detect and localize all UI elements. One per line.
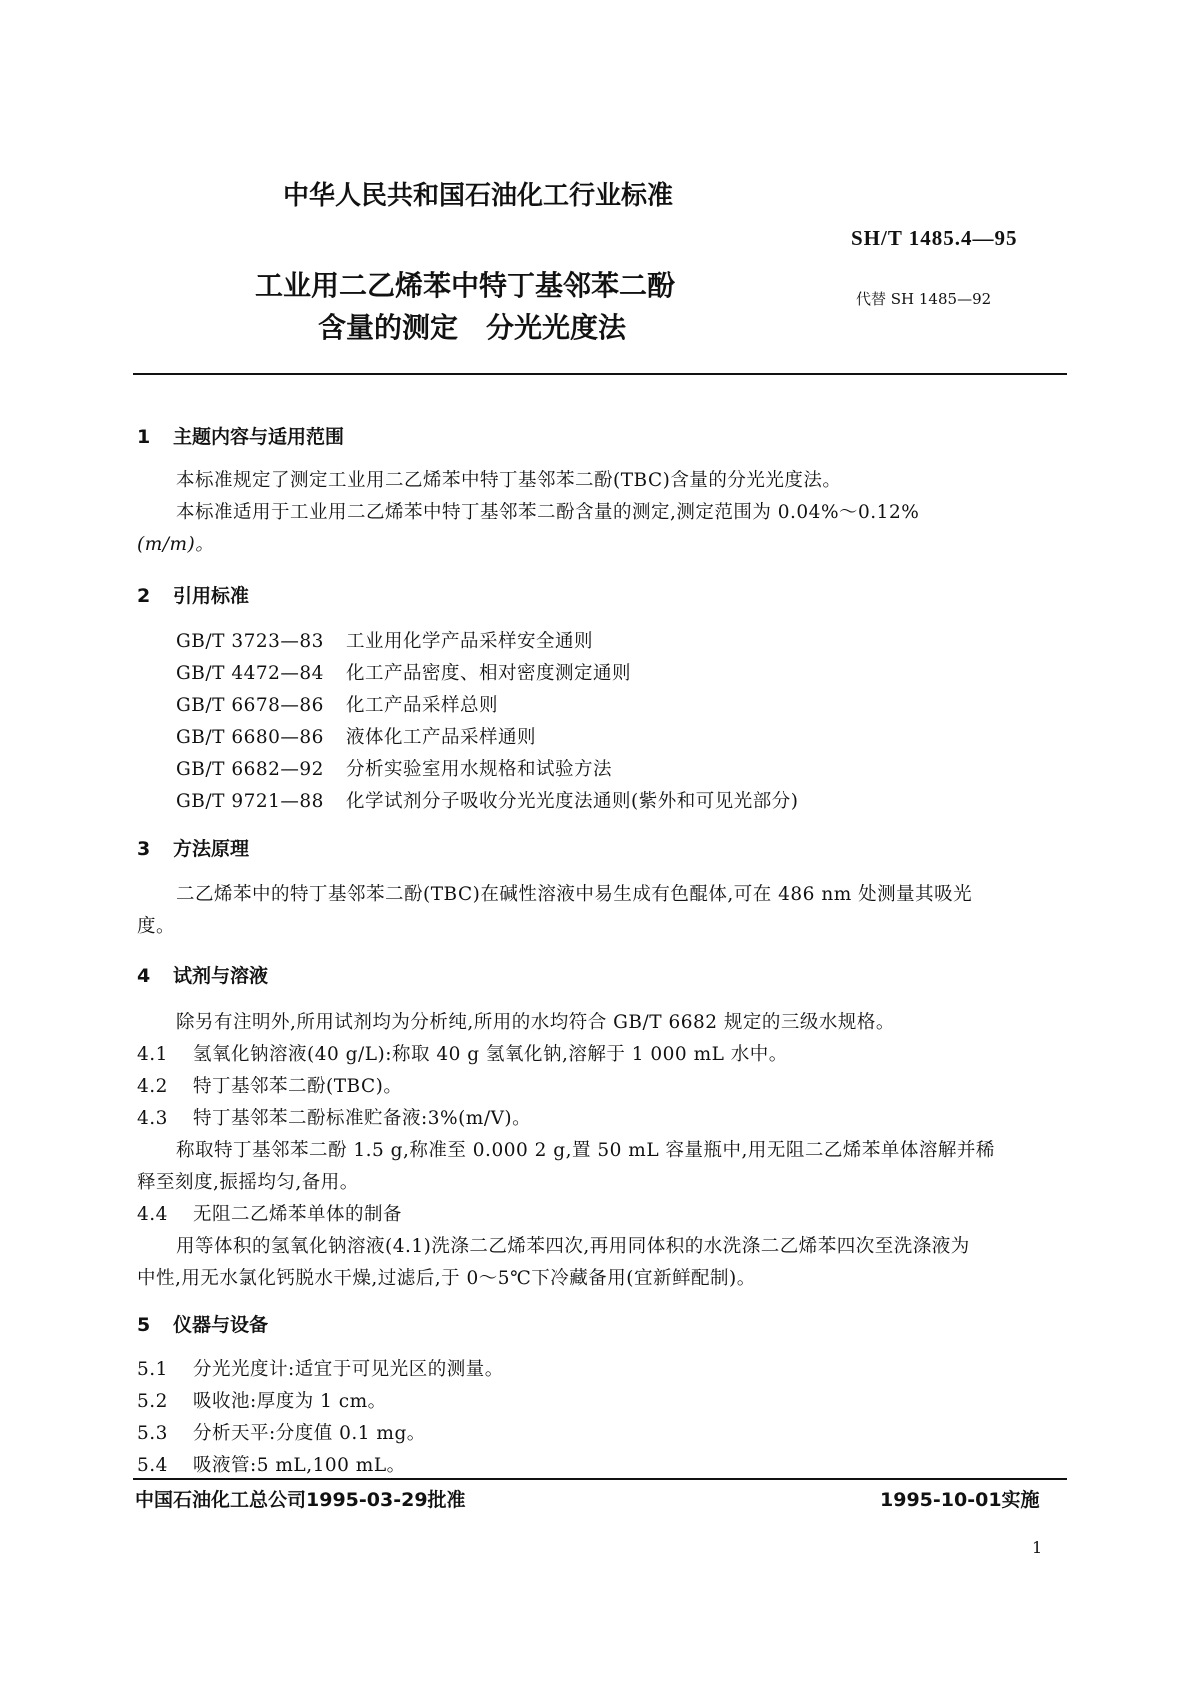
clause-number: 5.2	[137, 1391, 168, 1412]
reference-title: 分析实验室用水规格和试验方法	[346, 759, 613, 780]
reference-item	[176, 691, 498, 717]
reference-code: GB/T 6680—86	[176, 727, 324, 748]
paragraph: 称取特丁基邻苯二酚 1.5 g,称准至 0.000 2 g,置 50 mL 容量瓶中,用无阻二乙烯苯单体溶解并稀	[176, 1140, 995, 1161]
clause-4-4	[137, 1200, 402, 1226]
paragraph-continuation: 度。	[137, 916, 176, 937]
paragraph-continuation: (m/m)。	[137, 534, 215, 555]
clause-number: 5.1	[137, 1359, 168, 1380]
reference-item	[176, 723, 536, 749]
section-4-heading	[137, 961, 268, 988]
effective-date: 1995-10-01实施	[880, 1489, 1040, 1511]
reference-code: GB/T 9721—88	[176, 791, 324, 812]
paragraph-continuation: 中性,用无水氯化钙脱水干燥,过滤后,于 0～5℃下冷藏备用(宜新鲜配制)。	[137, 1268, 756, 1289]
clause-5-4	[137, 1451, 406, 1477]
clause-text: 氢氧化钠溶液(40 g/L):称取 40 g 氢氧化钠,溶解于 1 000 mL 水中。	[193, 1044, 788, 1065]
reference-title: 化工产品采样总则	[346, 695, 499, 716]
clause-4-2	[137, 1072, 402, 1098]
page-number: 1	[1032, 1538, 1043, 1557]
document-title-line1: 工业用二乙烯苯中特丁基邻苯二酚	[255, 269, 676, 302]
clause-number: 4.3	[137, 1108, 168, 1129]
clause-text: 分光光度计:适宜于可见光区的测量。	[193, 1359, 504, 1380]
clause-number: 4.1	[137, 1044, 168, 1065]
paragraph: 除另有注明外,所用试剂均为分析纯,所用的水均符合 GB/T 6682 规定的三级水规格。	[176, 1012, 895, 1033]
clause-text: 特丁基邻苯二酚标准贮备液:3%(m/V)。	[193, 1108, 532, 1129]
paragraph: 用等体积的氢氧化钠溶液(4.1)洗涤二乙烯苯四次,再用同体积的水洗涤二乙烯苯四次至洗涤液为	[176, 1236, 970, 1257]
clause-number: 5.3	[137, 1423, 168, 1444]
clause-5-1	[137, 1355, 504, 1381]
clause-text: 分析天平:分度值 0.1 mg。	[193, 1423, 426, 1444]
reference-title: 化工产品密度、相对密度测定通则	[346, 663, 632, 684]
section-number: 5	[137, 1314, 151, 1336]
clause-text: 无阻二乙烯苯单体的制备	[193, 1204, 403, 1225]
clause-text: 吸收池:厚度为 1 cm。	[193, 1391, 387, 1412]
paragraph: 二乙烯苯中的特丁基邻苯二酚(TBC)在碱性溶液中易生成有色醌体,可在 486 nm 处测量其吸光	[176, 884, 973, 905]
section-5-heading	[137, 1310, 268, 1337]
clause-number: 4.2	[137, 1076, 168, 1097]
section-title: 仪器与设备	[173, 1314, 269, 1336]
clause-number: 5.4	[137, 1455, 168, 1476]
footer-rule	[133, 1478, 1067, 1480]
paragraph: 本标准适用于工业用二乙烯苯中特丁基邻苯二酚含量的测定,测定范围为 0.04%～0.12%	[176, 502, 920, 523]
clause-text: 吸液管:5 mL,100 mL。	[193, 1455, 406, 1476]
section-1-heading	[137, 422, 344, 449]
clause-5-2	[137, 1387, 387, 1413]
reference-title: 液体化工产品采样通则	[346, 727, 537, 748]
reference-item	[176, 659, 631, 685]
clause-4-1	[137, 1040, 788, 1066]
clause-text: 特丁基邻苯二酚(TBC)。	[193, 1076, 403, 1097]
reference-title: 工业用化学产品采样安全通则	[346, 631, 594, 652]
paragraph: 本标准规定了测定工业用二乙烯苯中特丁基邻苯二酚(TBC)含量的分光光度法。	[176, 470, 842, 491]
standard-code: SH/T 1485.4—95	[851, 226, 1018, 250]
document-title-line2: 含量的测定 分光光度法	[318, 311, 627, 344]
clause-4-3	[137, 1104, 531, 1130]
clause-5-3	[137, 1419, 426, 1445]
section-title: 试剂与溶液	[173, 965, 269, 987]
section-2-heading	[137, 581, 249, 608]
reference-code: GB/T 6678—86	[176, 695, 324, 716]
reference-item	[176, 627, 593, 653]
replaces-note: 代替 SH 1485—92	[856, 290, 992, 308]
issuing-body-title: 中华人民共和国石油化工行业标准	[283, 181, 674, 211]
section-number: 2	[137, 585, 151, 607]
section-number: 4	[137, 965, 151, 987]
reference-code: GB/T 4472—84	[176, 663, 324, 684]
section-number: 3	[137, 838, 151, 860]
section-title: 主题内容与适用范围	[173, 426, 345, 448]
section-title: 引用标准	[173, 585, 250, 607]
reference-item	[176, 787, 798, 813]
reference-item	[176, 755, 612, 781]
section-title: 方法原理	[173, 838, 250, 860]
header-rule	[133, 373, 1067, 375]
paragraph-continuation: 释至刻度,振摇均匀,备用。	[137, 1172, 359, 1193]
reference-code: GB/T 6682—92	[176, 759, 324, 780]
clause-number: 4.4	[137, 1204, 168, 1225]
reference-title: 化学试剂分子吸收分光光度法通则(紫外和可见光部分)	[346, 791, 799, 812]
reference-code: GB/T 3723—83	[176, 631, 324, 652]
section-3-heading	[137, 834, 249, 861]
approval-line: 中国石油化工总公司1995-03-29批准	[135, 1489, 466, 1511]
section-number: 1	[137, 426, 151, 448]
